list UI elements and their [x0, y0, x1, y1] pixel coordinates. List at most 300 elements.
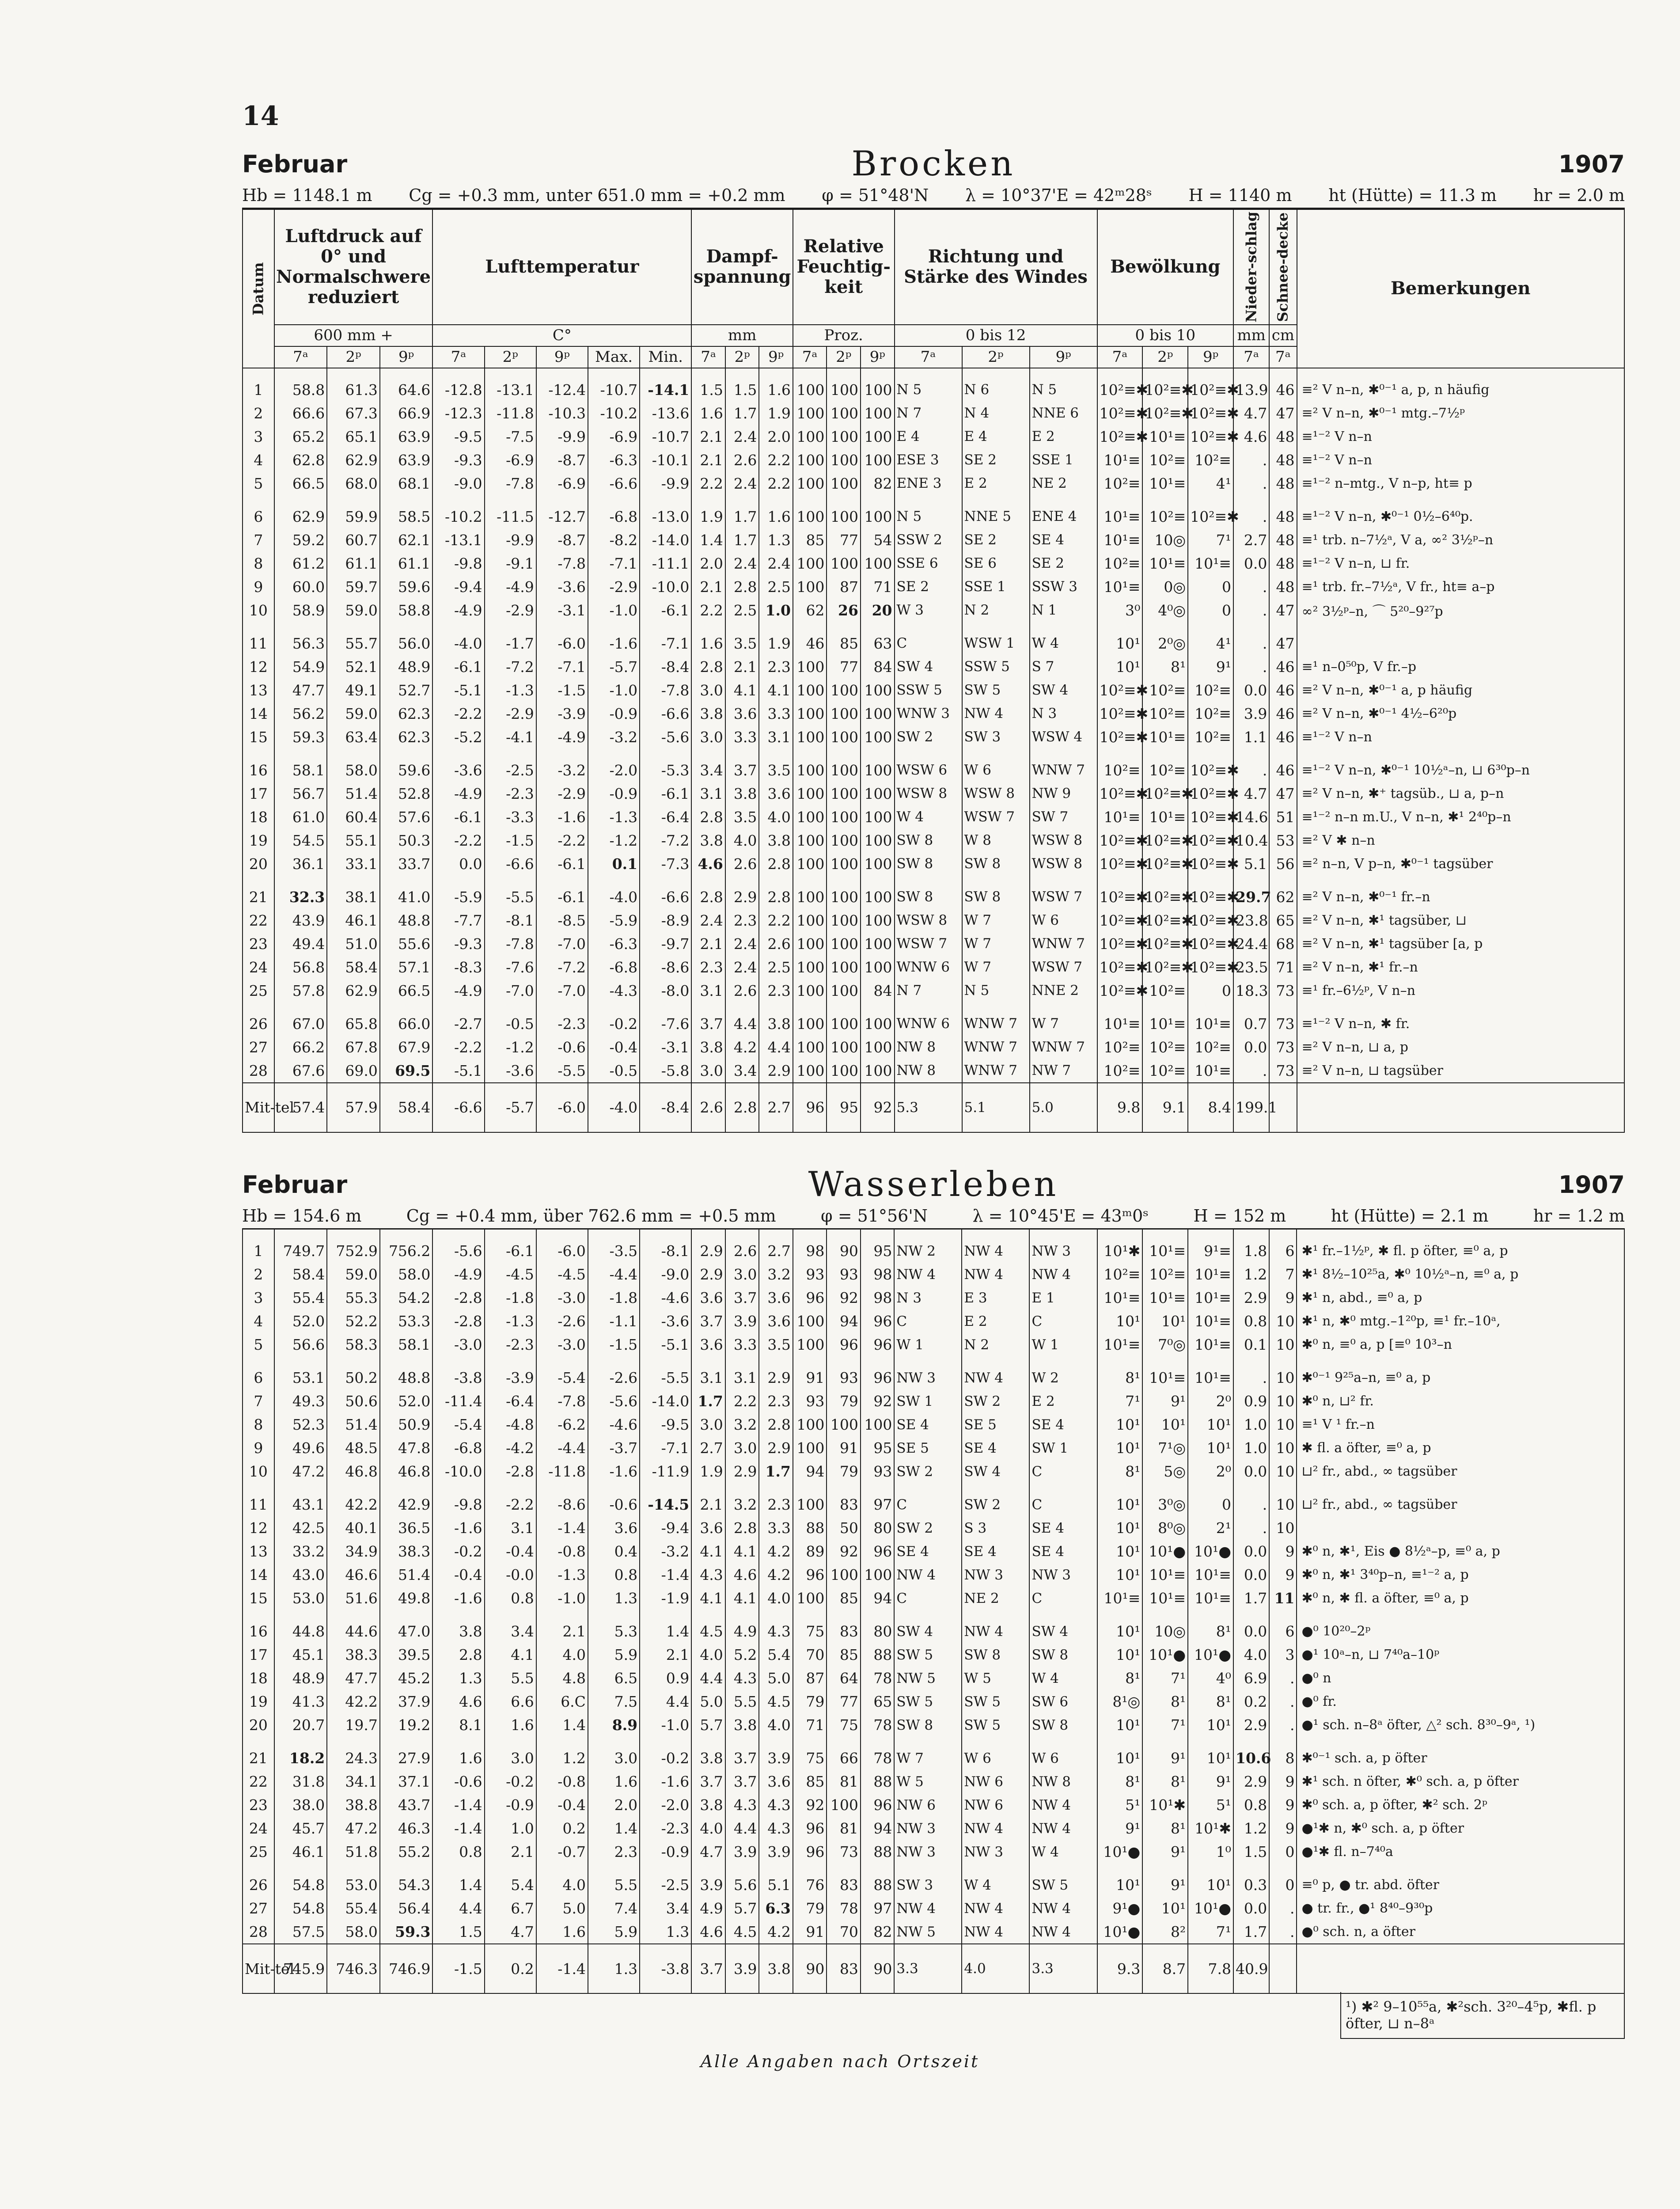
subheader-cell: 9ᵖ	[536, 346, 588, 368]
spacer-cell	[793, 876, 827, 885]
value-cell: 4.1	[725, 679, 759, 702]
value-cell: -5.7	[485, 1083, 536, 1132]
value-cell: 67.8	[327, 1036, 380, 1059]
value-cell: 50.2	[327, 1366, 380, 1389]
table-row	[243, 1309, 1624, 1333]
value-cell: N 5	[1030, 378, 1097, 402]
value-cell: 8²	[1142, 1920, 1188, 1944]
value-cell: 1.3	[432, 1666, 484, 1690]
value-cell: NW 6	[894, 1793, 962, 1817]
spacer-cell	[1188, 622, 1233, 632]
value-cell: 10¹≡	[1097, 805, 1143, 829]
subheader-cell: 7ᵃ	[432, 346, 484, 368]
value-cell: 3.6	[759, 1770, 793, 1793]
constant-h: H = 152 m	[1193, 1206, 1286, 1226]
value-cell: 73	[1269, 979, 1297, 1002]
value-cell: 3.1	[691, 782, 725, 805]
value-cell: 48	[1269, 575, 1297, 599]
value-cell: 100	[827, 679, 861, 702]
value-cell: -4.9	[536, 725, 588, 749]
value-cell: 67.9	[380, 1036, 433, 1059]
value-cell: 23.8	[1233, 909, 1269, 932]
value-cell: 59.3	[380, 1920, 433, 1944]
spacer-cell	[1188, 1230, 1233, 1239]
value-cell: 10¹	[1097, 1516, 1143, 1540]
value-cell: 87	[827, 575, 861, 599]
date-cell: 15	[243, 1587, 274, 1610]
value-cell: 59.6	[380, 759, 433, 782]
section-header	[242, 144, 1625, 184]
value-cell: 10¹	[1097, 1643, 1143, 1666]
value-cell: 78	[861, 1666, 895, 1690]
remark-cell: ≡¹ V ¹ fr.–n	[1297, 1413, 1624, 1436]
value-cell: 4.0	[962, 1944, 1029, 1993]
value-cell: 100	[827, 725, 861, 749]
spacer-cell	[1269, 1230, 1297, 1239]
value-cell: 3.9	[725, 1840, 759, 1864]
remark-cell: ✱ fl. a öfter, ≡⁰ a, p	[1297, 1436, 1624, 1460]
spacer-cell	[1142, 1230, 1188, 1239]
value-cell: 10¹	[1142, 1309, 1188, 1333]
value-cell: 3.7	[691, 1944, 725, 1993]
value-cell: E 4	[895, 425, 962, 448]
subheader-cell: 2ᵖ	[327, 346, 380, 368]
spacer-cell	[725, 1483, 759, 1493]
value-cell: SW 5	[1029, 1873, 1097, 1897]
value-cell: -4.6	[640, 1286, 691, 1309]
value-cell: 0.8	[1233, 1793, 1269, 1817]
value-cell: 10²≡✱	[1188, 932, 1233, 956]
value-cell: 10²≡✱	[1097, 829, 1143, 852]
spacer-cell	[274, 1002, 327, 1012]
value-cell: 7¹	[1188, 1920, 1233, 1944]
value-cell: SSW 5	[895, 679, 962, 702]
value-cell: 59.9	[327, 505, 380, 528]
spacer-cell	[1269, 1356, 1297, 1366]
value-cell: 4.2	[759, 1920, 793, 1944]
value-cell: -9.0	[640, 1263, 691, 1286]
value-cell: 13.9	[1233, 378, 1269, 402]
value-cell: -7.1	[588, 552, 640, 575]
value-cell: SW 5	[894, 1643, 962, 1666]
value-cell: 85	[827, 1587, 861, 1610]
value-cell: 5.5	[725, 1690, 759, 1713]
month-label: Februar	[242, 1171, 348, 1199]
value-cell: 3.6	[759, 782, 793, 805]
value-cell: NW 8	[895, 1036, 962, 1059]
value-cell: 3.1	[759, 725, 793, 749]
subheader-cell: 2ᵖ	[827, 346, 861, 368]
value-cell: -2.6	[536, 1309, 588, 1333]
spacer-cell	[588, 622, 640, 632]
remark-cell: ●¹✱ n, ✱⁰ sch. a, p öfter	[1297, 1817, 1624, 1840]
spacer-cell	[1188, 1002, 1233, 1012]
table-row	[243, 679, 1624, 702]
value-cell: 79	[793, 1690, 827, 1713]
value-cell: 100	[861, 725, 895, 749]
value-cell: C	[894, 1587, 962, 1610]
value-cell: 38.1	[327, 885, 380, 909]
value-cell: 5.0	[536, 1897, 588, 1920]
value-cell: 10¹≡	[1188, 1563, 1233, 1587]
value-cell: 100	[793, 782, 827, 805]
spacer-cell	[1030, 622, 1097, 632]
value-cell: SW 2	[894, 1460, 962, 1483]
value-cell: 78	[861, 1746, 895, 1770]
table-row	[243, 1333, 1624, 1356]
spacer-cell	[1233, 1230, 1269, 1239]
table-row	[243, 805, 1624, 829]
value-cell: 45.1	[274, 1643, 327, 1666]
value-cell: -5.1	[640, 1333, 691, 1356]
value-cell: NNE 5	[962, 505, 1030, 528]
spacer-cell	[962, 495, 1030, 505]
value-cell: 6	[1269, 1239, 1297, 1263]
value-cell: 3.5	[725, 805, 759, 829]
value-cell: 56.6	[274, 1333, 327, 1356]
value-cell: NNE 2	[1030, 979, 1097, 1002]
date-cell: 3	[243, 425, 274, 448]
spacer-cell	[1188, 495, 1233, 505]
value-cell: 4.1	[725, 1587, 759, 1610]
value-cell: 46.8	[380, 1460, 433, 1483]
table-row	[243, 1713, 1624, 1737]
remark-cell: ≡² V n–n, ✱⁰⁻¹ a, p, n häufig	[1297, 378, 1625, 402]
value-cell: 10²≡	[1097, 1263, 1143, 1286]
spacer-cell	[691, 622, 725, 632]
value-cell: -6.6	[640, 702, 691, 725]
value-cell: 54.8	[274, 1897, 327, 1920]
value-cell: SE 2	[962, 448, 1030, 472]
value-cell: -3.2	[536, 759, 588, 782]
date-cell: 11	[243, 1493, 274, 1516]
subheader-cell: 2ᵖ	[485, 346, 536, 368]
value-cell: 52.0	[274, 1309, 327, 1333]
value-cell: E 2	[962, 472, 1030, 495]
value-cell: -1.0	[536, 1587, 588, 1610]
table-row	[243, 1366, 1624, 1389]
value-cell: -0.0	[485, 1563, 536, 1587]
value-cell: -8.7	[536, 448, 588, 472]
value-cell: 65	[861, 1690, 895, 1713]
value-cell: 59.7	[327, 575, 380, 599]
value-cell: 1.9	[759, 632, 793, 655]
spacer-cell	[588, 749, 640, 759]
spacer-cell	[895, 749, 962, 759]
value-cell: 1.8	[1233, 1239, 1269, 1263]
date-cell: 19	[243, 829, 274, 852]
value-cell: 48	[1269, 425, 1297, 448]
value-cell: 83	[827, 1873, 861, 1897]
spacer-cell	[1297, 1002, 1625, 1012]
value-cell: 100	[827, 552, 861, 575]
station-section-wasserleben	[242, 1165, 1625, 2039]
value-cell: 58.0	[327, 1920, 380, 1944]
value-cell: 55.7	[327, 632, 380, 655]
value-cell: 8.1	[432, 1713, 484, 1737]
date-cell: 10	[243, 599, 274, 622]
value-cell: -1.9	[640, 1587, 691, 1610]
value-cell: -6.6	[640, 885, 691, 909]
date-cell: 23	[243, 1793, 274, 1817]
value-cell: 3.9	[725, 1309, 759, 1333]
value-cell: -4.9	[432, 1263, 484, 1286]
value-cell: -8.2	[588, 528, 640, 552]
table-row	[243, 725, 1624, 749]
value-cell: ENE 3	[895, 472, 962, 495]
spacer-cell	[640, 749, 691, 759]
spacer-cell	[759, 1356, 793, 1366]
value-cell: -5.7	[588, 655, 640, 679]
value-cell: 75	[793, 1620, 827, 1643]
value-cell: 10¹≡	[1097, 505, 1143, 528]
spacer-cell	[1097, 1002, 1143, 1012]
value-cell: 3.6	[759, 1309, 793, 1333]
value-cell: 55.4	[327, 1897, 380, 1920]
spacer-cell	[962, 1864, 1029, 1873]
value-cell: 3.0	[725, 1263, 759, 1286]
value-cell: WSW 8	[962, 782, 1030, 805]
value-cell: .	[1269, 1666, 1297, 1690]
value-cell: 90	[827, 1239, 861, 1263]
value-cell: 7.4	[588, 1897, 640, 1920]
table-body	[243, 368, 1624, 1132]
value-cell: 3⁰◎	[1142, 1493, 1188, 1516]
value-cell: 10²≡✱	[1188, 402, 1233, 425]
value-cell: WSW 7	[1030, 885, 1097, 909]
table-row	[243, 1436, 1624, 1460]
remark-cell: ≡¹ trb. n–7½ᵃ, V a, ∞² 3½ᵖ–n	[1297, 528, 1625, 552]
date-cell: 12	[243, 655, 274, 679]
value-cell: 1.4	[691, 528, 725, 552]
spacer-cell	[588, 495, 640, 505]
date-cell: 20	[243, 1713, 274, 1737]
value-cell: 3.9	[759, 1840, 793, 1864]
value-cell: -1.3	[485, 679, 536, 702]
value-cell: 67.6	[274, 1059, 327, 1083]
constant-hr: hr = 1.2 m	[1533, 1206, 1625, 1226]
value-cell: -6.9	[588, 425, 640, 448]
spacer-cell	[640, 368, 691, 378]
table-row	[243, 829, 1624, 852]
value-cell: 1.6	[432, 1746, 484, 1770]
subheader-cell: 9ᵖ	[759, 346, 793, 368]
value-cell: -0.2	[485, 1770, 536, 1793]
value-cell: 10	[1269, 1516, 1297, 1540]
value-cell: W 8	[962, 829, 1030, 852]
spacer-cell	[1029, 1230, 1097, 1239]
value-cell: 46.6	[327, 1563, 380, 1587]
value-cell: W 6	[962, 759, 1030, 782]
constant-lon: λ = 10°37'E = 42ᵐ28ˢ	[965, 186, 1152, 205]
subheader-cell: Min.	[640, 346, 691, 368]
spacer-cell	[640, 1483, 691, 1493]
value-cell: 1.7	[691, 1389, 725, 1413]
value-cell: 4.0	[759, 805, 793, 829]
value-cell: 60.4	[327, 805, 380, 829]
value-cell: -1.3	[485, 1309, 536, 1333]
spacer-cell	[759, 495, 793, 505]
value-cell: 40.1	[327, 1516, 380, 1540]
value-cell: 3.9	[691, 1873, 725, 1897]
value-cell: E 2	[1030, 425, 1097, 448]
value-cell: 2.5	[759, 575, 793, 599]
value-cell: WNW 7	[1030, 1036, 1097, 1059]
value-cell: NW 4	[894, 1263, 962, 1286]
spacer-row	[243, 622, 1624, 632]
spacer-cell	[1030, 876, 1097, 885]
value-cell: -9.9	[485, 528, 536, 552]
value-cell: 3.0	[691, 725, 725, 749]
value-cell: 4.7	[485, 1920, 536, 1944]
spacer-cell	[1142, 1356, 1188, 1366]
value-cell: .	[1233, 505, 1269, 528]
spacer-cell	[485, 622, 536, 632]
value-cell: NW 3	[962, 1563, 1029, 1587]
value-cell: 43.0	[274, 1563, 327, 1587]
spacer-cell	[962, 749, 1030, 759]
value-cell: WSW 7	[1030, 956, 1097, 979]
spacer-cell	[1269, 368, 1297, 378]
header-snow: Schnee-decke	[1269, 209, 1297, 325]
value-cell: 4.0	[759, 1587, 793, 1610]
value-cell: 10	[1269, 1333, 1297, 1356]
table-row	[243, 1666, 1624, 1690]
value-cell: NW 4	[1029, 1920, 1097, 1944]
value-cell: -4.6	[588, 1413, 640, 1436]
value-cell: 0.1	[1233, 1333, 1269, 1356]
value-cell: 2.4	[725, 472, 759, 495]
value-cell: 4.9	[691, 1897, 725, 1920]
value-cell: 88	[793, 1516, 827, 1540]
spacer-cell	[1269, 1610, 1297, 1620]
value-cell: 2.6	[691, 1083, 725, 1132]
value-cell: -1.4	[640, 1563, 691, 1587]
value-cell: 100	[827, 885, 861, 909]
value-cell: 9	[1269, 1286, 1297, 1309]
spacer-cell	[1269, 1737, 1297, 1746]
value-cell: 10²≡	[1097, 759, 1143, 782]
value-cell: -6.6	[432, 1083, 484, 1132]
value-cell: SW 8	[895, 829, 962, 852]
value-cell: 3.7	[725, 759, 759, 782]
value-cell: -4.5	[485, 1263, 536, 1286]
spacer-cell	[588, 1356, 640, 1366]
value-cell: 1.7	[725, 402, 759, 425]
value-cell: 4.5	[691, 1620, 725, 1643]
value-cell: 10¹≡	[1188, 1286, 1233, 1309]
value-cell: 2.1	[691, 575, 725, 599]
value-cell: -0.8	[536, 1540, 588, 1563]
table-row	[243, 1389, 1624, 1413]
value-cell: W 4	[1029, 1666, 1097, 1690]
value-cell: 100	[827, 402, 861, 425]
value-cell: SE 4	[962, 1436, 1029, 1460]
value-cell: 100	[827, 1413, 861, 1436]
value-cell: 10¹≡	[1097, 1286, 1143, 1309]
value-cell: C	[1029, 1309, 1097, 1333]
value-cell: 4.1	[691, 1587, 725, 1610]
value-cell: 10¹	[1097, 1873, 1143, 1897]
value-cell: 10²≡	[1188, 1036, 1233, 1059]
spacer-row	[243, 495, 1624, 505]
value-cell: 8¹	[1188, 1620, 1233, 1643]
value-cell: 48.9	[380, 655, 433, 679]
value-cell: 5.4	[485, 1873, 536, 1897]
value-cell: 3.9	[1233, 702, 1269, 725]
remark-cell: ✱¹ fr.–1½ᵖ, ✱ fl. p öfter, ≡⁰ a, p	[1297, 1239, 1624, 1263]
value-cell	[1269, 1944, 1297, 1993]
value-cell: 68.0	[327, 472, 380, 495]
value-cell: 6.3	[759, 1897, 793, 1920]
spacer-cell	[1030, 1002, 1097, 1012]
value-cell: 100	[861, 402, 895, 425]
value-cell: N 5	[895, 378, 962, 402]
value-cell: 10¹●	[1142, 1643, 1188, 1666]
value-cell: 100	[827, 1012, 861, 1036]
value-cell: 96	[861, 1793, 895, 1817]
spacer-cell	[536, 495, 588, 505]
value-cell: 33.1	[327, 852, 380, 876]
spacer-cell	[1029, 1356, 1097, 1366]
value-cell: 47.2	[327, 1817, 380, 1840]
value-cell: 10²≡✱	[1097, 378, 1143, 402]
value-cell: 10¹	[1142, 1897, 1188, 1920]
value-cell: .	[1233, 1059, 1269, 1083]
constant-ht: ht (Hütte) = 11.3 m	[1328, 186, 1497, 205]
value-cell: 55.2	[380, 1840, 433, 1864]
value-cell: 92	[861, 1389, 895, 1413]
spacer-cell	[725, 1002, 759, 1012]
value-cell: 2.8	[759, 885, 793, 909]
value-cell: E 3	[962, 1286, 1029, 1309]
value-cell: W 7	[894, 1746, 962, 1770]
table-row	[243, 956, 1624, 979]
value-cell: 4.3	[725, 1793, 759, 1817]
table-row	[243, 1239, 1624, 1263]
value-cell: 43.1	[274, 1493, 327, 1516]
value-cell: 10¹	[1097, 1713, 1143, 1737]
value-cell: 10²≡✱	[1097, 402, 1143, 425]
spacer-row	[243, 1737, 1624, 1746]
spacer-cell	[640, 1864, 691, 1873]
spacer-cell	[536, 1002, 588, 1012]
spacer-cell	[536, 1610, 588, 1620]
value-cell: 5.5	[588, 1873, 640, 1897]
spacer-cell	[1142, 1002, 1188, 1012]
value-cell: 97	[861, 1897, 895, 1920]
value-cell: SSW 2	[895, 528, 962, 552]
value-cell: W 1	[1029, 1333, 1097, 1356]
spacer-cell	[962, 1737, 1029, 1746]
remark-cell: ≡¹⁻² V n–n	[1297, 725, 1625, 749]
table-row	[243, 1516, 1624, 1540]
spacer-cell	[1029, 1737, 1097, 1746]
value-cell: 100	[861, 505, 895, 528]
value-cell: 1.3	[759, 528, 793, 552]
table-row	[243, 1460, 1624, 1483]
value-cell: -11.8	[536, 1460, 588, 1483]
value-cell: 745.9	[274, 1944, 327, 1993]
value-cell: SW 8	[962, 1643, 1029, 1666]
value-cell: 100	[861, 885, 895, 909]
value-cell: -7.6	[640, 1012, 691, 1036]
spacer-cell	[588, 1002, 640, 1012]
value-cell: 3.4	[725, 1059, 759, 1083]
value-cell: 64	[827, 1666, 861, 1690]
header-date: Datum	[243, 209, 274, 368]
value-cell: -10.7	[588, 378, 640, 402]
